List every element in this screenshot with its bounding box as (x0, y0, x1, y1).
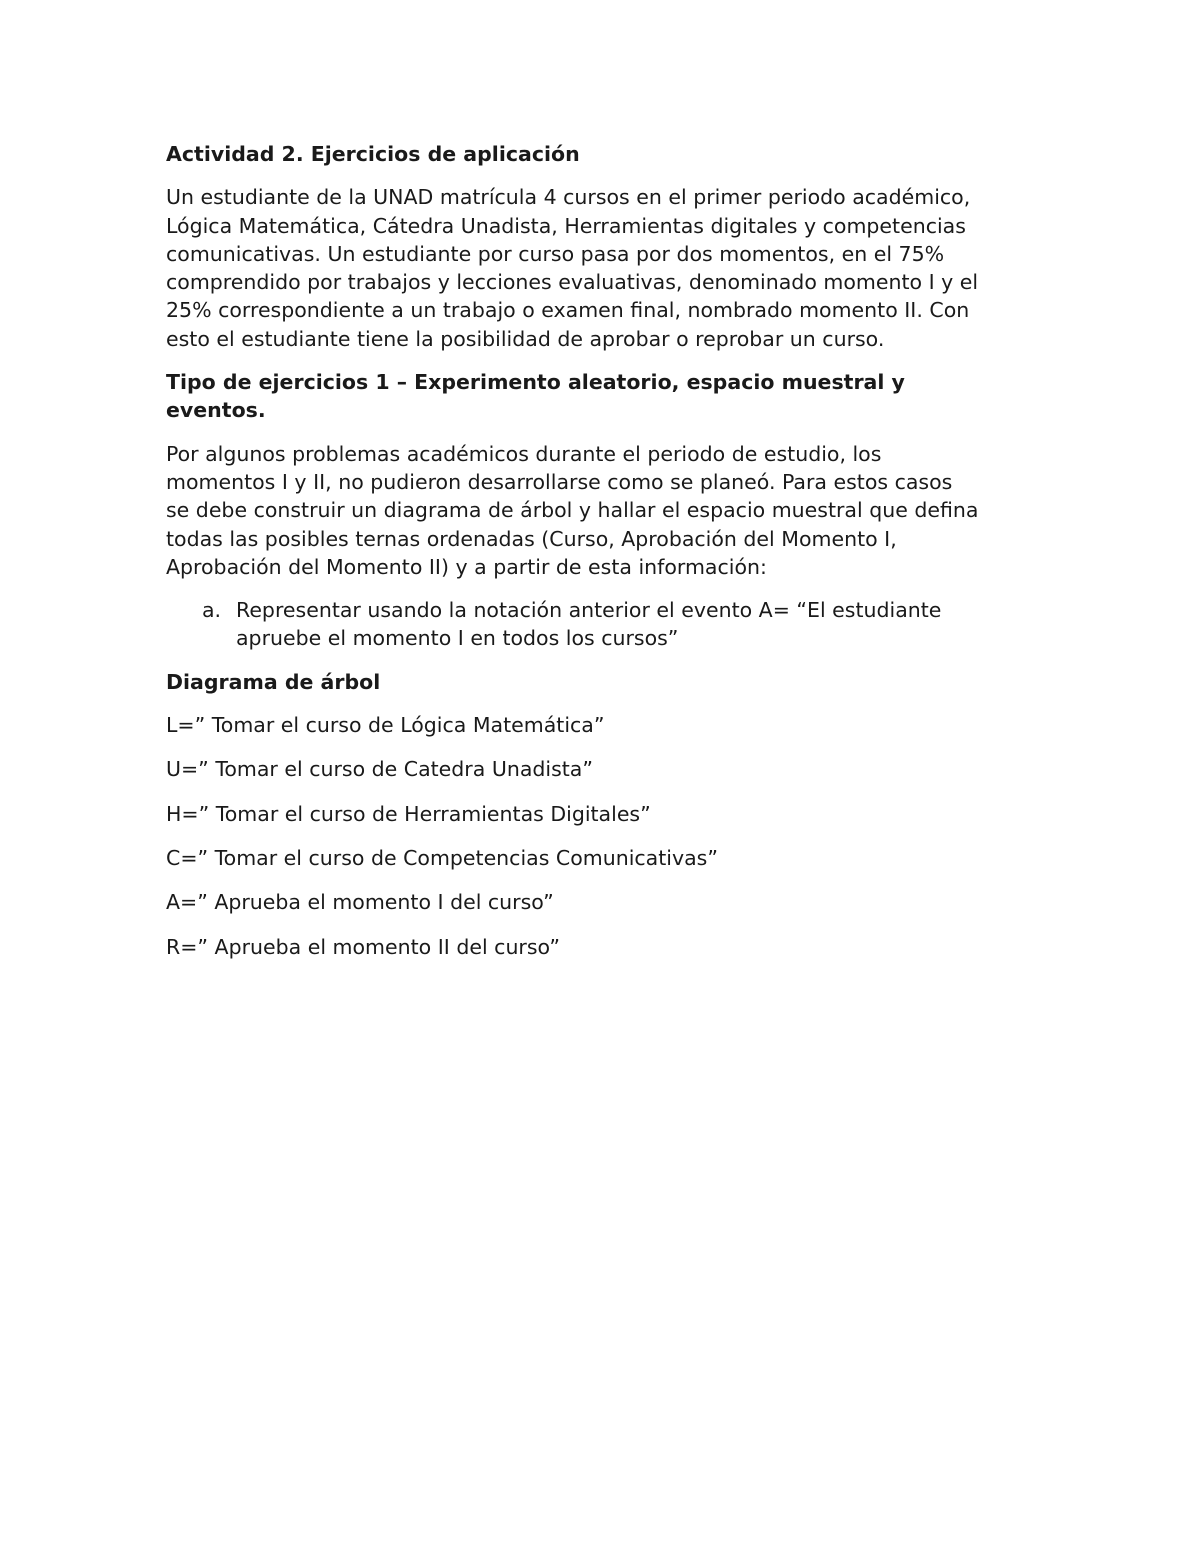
definition-h: H=” Tomar el curso de Herramientas Digitales” (166, 801, 651, 826)
intro-paragraph: Un estudiante de la UNAD matrícula 4 cursos en el primer periodo académico, Lógica Matemática, Cátedra Unadista, Herramientas digitales y competencias comunicativas. Un estudiante por curso pasa por dos momentos, en el 75% comprendido por trabajos y lecciones evaluativas, denominado momento I y el 25% correspondiente a un trabajo o examen final, nombrado momento II. Con esto el estudiante tiene la posibilidad de aprobar o reprobar un curso. (166, 185, 979, 351)
definition-u: U=” Tomar el curso de Catedra Unadista” (166, 757, 593, 782)
section-paragraph: Por algunos problemas académicos durante el periodo de estudio, los momentos I y II, no pudieron desarrollarse como se planeó. Para estos casos se debe construir un diagrama de árbol y hallar el espacio muestral que defina todas las posibles ternas ordenadas (Curso, Aprobación del Momento I, Aprobación del Momento II) y a partir de esta información: (166, 441, 979, 579)
list-item-text: Representar usando la notación anterior el evento A= “El estudiante apruebe el momento I en todos los cursos” (236, 598, 942, 651)
section-heading: Tipo de ejercicios 1 – Experimento aleatorio, espacio muestral y eventos. (166, 370, 905, 423)
definition-l: L=” Tomar el curso de Lógica Matemática” (166, 713, 605, 738)
diagram-heading: Diagrama de árbol (166, 669, 381, 694)
document-page (166, 140, 1046, 977)
list-marker: a. (202, 598, 222, 623)
definition-c: C=” Tomar el curso de Competencias Comunicativas” (166, 845, 718, 870)
exercise-list (166, 596, 1046, 653)
definition-a: A=” Aprueba el momento I del curso” (166, 890, 554, 915)
list-item (166, 596, 1046, 653)
document-title: Actividad 2. Ejercicios de aplicación (166, 142, 580, 166)
definition-r: R=” Aprueba el momento II del curso” (166, 934, 560, 959)
